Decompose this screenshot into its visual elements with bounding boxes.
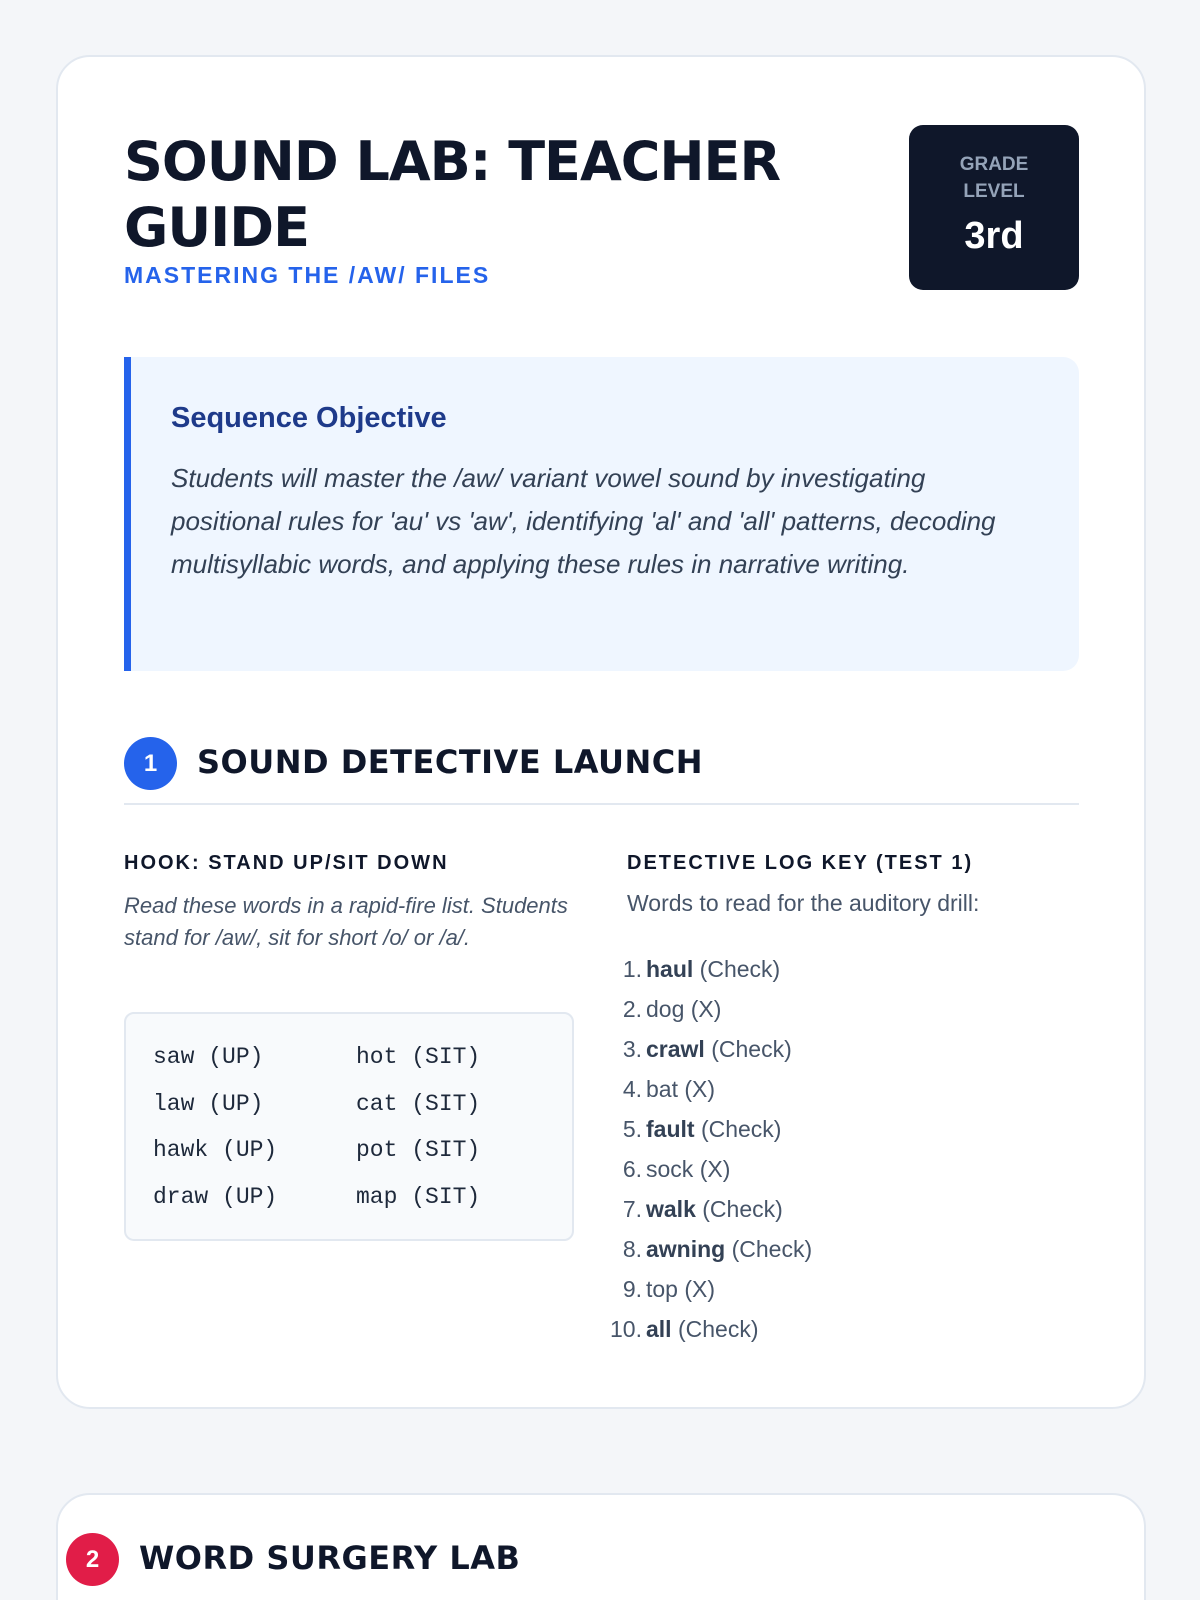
item-word: crawl (646, 1036, 705, 1062)
item-number: 6. (622, 1156, 642, 1182)
objective-callout (124, 357, 1079, 671)
hook-label: HOOK: STAND UP/SIT DOWN (124, 852, 449, 874)
item-number: 2. (622, 996, 642, 1022)
hook-description: Read these words in a rapid-fire list. Students stand for /aw/, sit for short /o/ or /a/. (124, 893, 568, 950)
list-item (598, 1269, 1058, 1309)
hook-word: cat (SIT) (356, 1090, 481, 1117)
item-result: (X) (684, 1076, 716, 1102)
item-number: 3. (622, 1036, 642, 1062)
grade-level-badge (909, 125, 1079, 290)
item-word: sock (646, 1156, 694, 1182)
item-word: walk (646, 1196, 696, 1222)
objective-title: Sequence Objective (171, 402, 447, 434)
item-number: 7. (622, 1196, 642, 1222)
item-result: (X) (699, 1156, 731, 1182)
detective-log-label: DETECTIVE LOG KEY (TEST 1) (627, 852, 974, 874)
section-number-badge: 1 (124, 737, 177, 790)
item-result: (Check) (702, 1196, 783, 1222)
list-item (598, 1229, 1058, 1269)
item-result: (X) (684, 1276, 716, 1302)
item-word: all (646, 1316, 672, 1342)
list-item (598, 1029, 1058, 1069)
objective-text: Students will master the /aw/ variant vowel sound by investigating positional rules for 'au' vs 'aw', identifying 'al' and 'all' patterns, decoding multisyllabic words, and applying these rules in narrative writing. (171, 463, 996, 579)
item-number: 9. (622, 1276, 642, 1302)
detective-log-list (598, 949, 1058, 1349)
section-heading-2 (66, 1533, 1021, 1600)
list-item (598, 1309, 1058, 1349)
list-item (598, 989, 1058, 1029)
list-item (598, 1109, 1058, 1149)
item-result: (Check) (677, 1316, 759, 1342)
item-word: top (646, 1276, 678, 1302)
section-title: WORD SURGERY LAB (139, 1539, 521, 1577)
item-word: awning (646, 1236, 726, 1262)
section-heading-1 (124, 737, 1079, 805)
item-number: 5. (622, 1116, 642, 1142)
hook-word: draw (UP) (153, 1184, 278, 1211)
teacher-guide-card (56, 55, 1146, 1409)
list-item (598, 1149, 1058, 1189)
item-result: (X) (690, 996, 722, 1022)
list-item (598, 1069, 1058, 1109)
list-item (598, 1189, 1058, 1229)
item-number: 4. (622, 1076, 642, 1102)
hook-word-grid (153, 1038, 556, 1225)
item-result: (Check) (699, 956, 781, 982)
item-word: bat (646, 1076, 678, 1102)
item-number: 1. (622, 956, 642, 982)
hook-word: pot (SIT) (356, 1137, 481, 1164)
grade-level-label: GRADE LEVEL (959, 154, 1029, 202)
item-number: 8. (622, 1236, 642, 1262)
hook-word: saw (UP) (153, 1044, 264, 1070)
item-word: haul (646, 956, 694, 982)
grade-level-value: 3rd (964, 215, 1024, 257)
item-word: fault (646, 1116, 695, 1142)
item-result: (Check) (700, 1116, 782, 1142)
page-subtitle: MASTERING THE /AW/ FILES (124, 262, 491, 288)
item-number: 10. (610, 1316, 642, 1342)
hook-word: law (UP) (153, 1090, 264, 1117)
page-title: SOUND LAB: TEACHER GUIDE (124, 130, 781, 259)
detective-log-intro: Words to read for the auditory drill: (627, 890, 980, 916)
hook-word: hawk (UP) (153, 1137, 278, 1164)
item-word: dog (646, 996, 685, 1022)
item-result: (Check) (711, 1036, 792, 1062)
hook-word: hot (SIT) (356, 1044, 481, 1070)
item-result: (Check) (731, 1236, 813, 1262)
section-title: SOUND DETECTIVE LAUNCH (197, 743, 704, 781)
hook-word-list-box (124, 1012, 574, 1241)
section-number-badge: 2 (66, 1533, 119, 1586)
hook-word: map (SIT) (356, 1184, 481, 1211)
list-item (598, 949, 1058, 989)
